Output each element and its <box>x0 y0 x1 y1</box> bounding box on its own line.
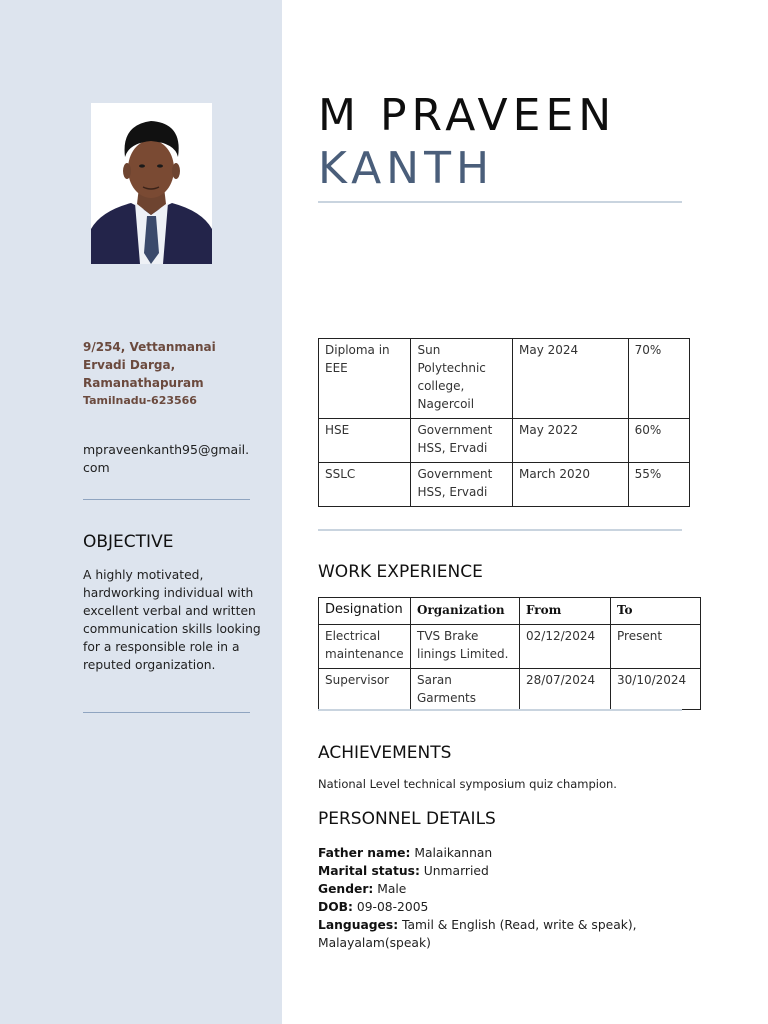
education-table <box>318 338 690 507</box>
edu-course: HSE <box>319 419 411 463</box>
address-line-1: 9/254, Vettanmanai <box>83 340 216 354</box>
edu-date: May 2022 <box>513 419 629 463</box>
edu-score: 60% <box>628 419 689 463</box>
address-line-3: Ramanathapuram <box>83 376 204 390</box>
languages-label: Languages: <box>318 918 399 932</box>
table-row <box>319 339 690 419</box>
work-heading: WORK EXPERIENCE <box>318 562 483 582</box>
work-to: 30/10/2024 <box>611 669 701 710</box>
objective-text: A highly motivated, hardworking individual with excellent verbal and written communication skills looking for a responsible role in a reputed organization. <box>83 568 261 672</box>
address-line-4: Tamilnadu-623566 <box>83 394 197 407</box>
work-designation: Electrical maintenance <box>319 625 411 669</box>
table-row <box>319 419 690 463</box>
father-label: Father name <box>318 846 406 860</box>
edu-institution: Government HSS, Ervadi <box>411 419 513 463</box>
header-divider <box>318 201 682 203</box>
dob-row: DOB: 09-08-2005 <box>318 900 429 914</box>
edu-date: March 2020 <box>513 463 629 507</box>
email-link[interactable]: mpraveenkanth95@gmail.com <box>83 442 250 475</box>
achievements-heading: ACHIEVEMENTS <box>318 743 452 763</box>
personal-heading: PERSONNEL DETAILS <box>318 809 496 829</box>
column-header: Designation <box>319 598 411 625</box>
edu-course: SSLC <box>319 463 411 507</box>
sidebar-divider <box>83 499 250 500</box>
address-block <box>83 338 273 410</box>
sidebar-divider-bottom <box>83 712 250 713</box>
personal-details <box>318 844 638 952</box>
section-divider <box>318 709 682 711</box>
name-last: KANTH <box>318 143 495 194</box>
column-header: From <box>520 598 611 625</box>
section-divider <box>318 529 682 531</box>
marital-value: Unmarried <box>419 864 489 878</box>
objective-heading: OBJECTIVE <box>83 532 174 552</box>
column-header: To <box>611 598 701 625</box>
marital-row: Marital status: Unmarried <box>318 864 489 878</box>
table-row <box>319 625 701 669</box>
work-from: 28/07/2024 <box>520 669 611 710</box>
dob-value: 09-08-2005 <box>352 900 429 914</box>
column-header: Organization <box>411 598 520 625</box>
languages-row <box>318 916 638 952</box>
address-line-2: Ervadi Darga, <box>83 358 176 372</box>
table-row <box>319 463 690 507</box>
father-row: Father name: Malaikannan <box>318 846 493 860</box>
work-from: 02/12/2024 <box>520 625 611 669</box>
edu-date: May 2024 <box>513 339 629 419</box>
gender-row: Gender: Male <box>318 882 407 896</box>
table-row <box>319 669 701 710</box>
edu-score: 70% <box>628 339 689 419</box>
work-table <box>318 597 701 710</box>
work-organization: Saran Garments <box>411 669 520 710</box>
father-value: Malaikannan <box>410 846 493 860</box>
dob-label: DOB <box>318 900 349 914</box>
gender-label: Gender <box>318 882 369 896</box>
marital-label: Marital status <box>318 864 415 878</box>
work-designation: Supervisor <box>319 669 411 710</box>
edu-score: 55% <box>628 463 689 507</box>
name-first: M PRAVEEN <box>318 90 617 141</box>
work-organization: TVS Brake linings Limited. <box>411 625 520 669</box>
gender-value: Male <box>373 882 407 896</box>
edu-institution: Government HSS, Ervadi <box>411 463 513 507</box>
achievement-text: National Level technical symposium quiz champion. <box>318 777 617 791</box>
work-to: Present <box>611 625 701 669</box>
profile-photo <box>91 103 212 264</box>
edu-institution: Sun Polytechnic college, Nagercoil <box>411 339 513 419</box>
table-header-row <box>319 598 701 625</box>
languages-value: Tamil & English (Read, write & speak), Malayalam(speak) <box>318 918 637 950</box>
edu-course: Diploma in EEE <box>319 339 411 419</box>
